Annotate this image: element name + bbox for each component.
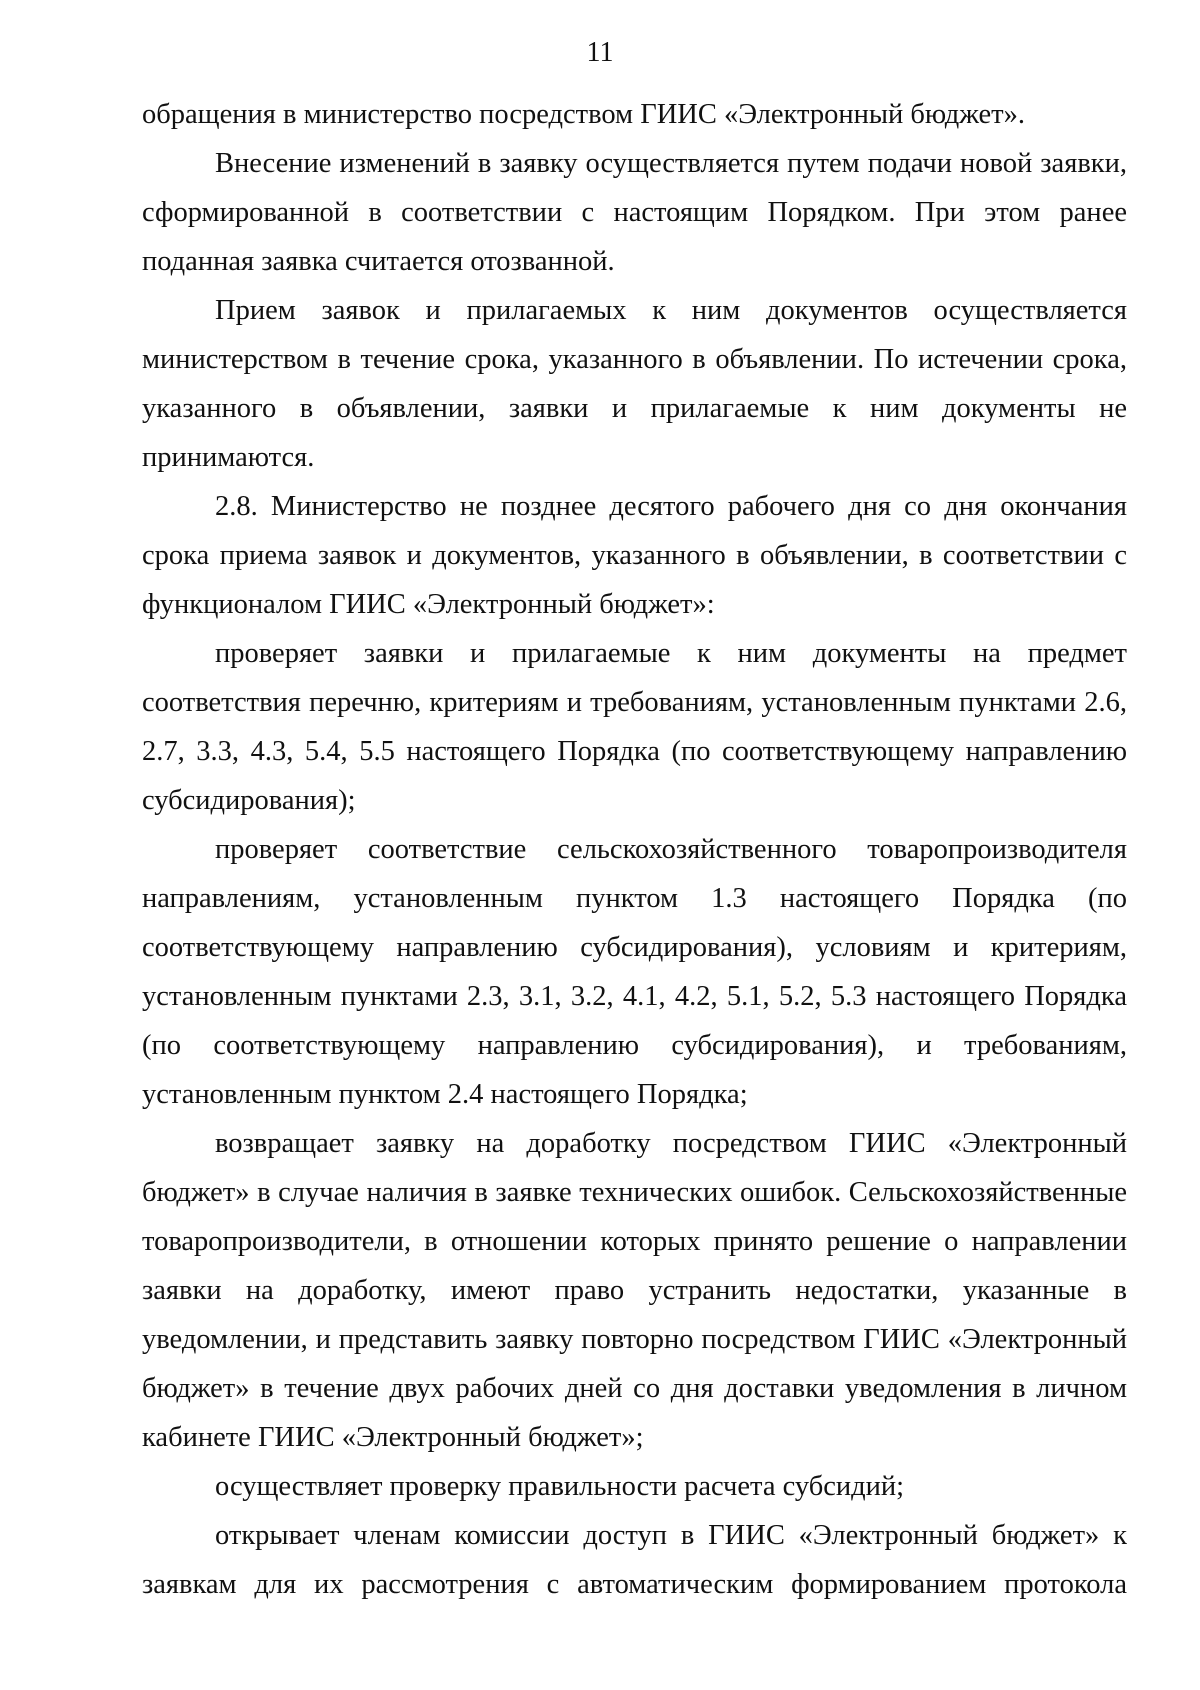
page-number: 11 [586, 37, 614, 68]
list-item-checks-calculation: осуществляет проверку правильности расчета субсидий; [215, 1471, 905, 1502]
paragraph-continuation: обращения в министерство посредством ГИИС «Электронный бюджет». [142, 99, 1025, 130]
paragraph-acceptance: Прием заявок и прилагаемых к ним документов осуществляется министерством в течение срока, указанного в объявлении. По истечении срока, указанного в объявлении, заявки и прилагаемые к ним документы не принимаются. [142, 295, 1127, 473]
list-item-checks-documents: проверяет заявки и прилагаемые к ним документы на предмет соответствия перечню, критериям и требованиям, установленным пунктами 2.6, 2.7, 3.3, 4.3, 5.4, 5.5 настоящего Порядка (по соответствующему направлению субсидирования); [142, 638, 1127, 816]
paragraph-clause-2-8: 2.8. Министерство не позднее десятого рабочего дня со дня окончания срока приема заявок и документов, указанного в объявлении, в соответствии с функционалом ГИИС «Электронный бюджет»: [142, 491, 1127, 620]
list-item-checks-producer: проверяет соответствие сельскохозяйственного товаропроизводителя направлениям, установленным пунктом 1.3 настоящего Порядка (по соответствующему направлению субсидирования), условиям и критериям, установленным пунктами 2.3, 3.1, 3.2, 4.1, 4.2, 5.1, 5.2, 5.3 настоящего Порядка (по соответствующему направлению субсидирования), и требованиям, установленным пунктом 2.4 настоящего Порядка; [142, 834, 1127, 1110]
document-body [142, 90, 1127, 1609]
list-item-returns-application: возвращает заявку на доработку посредством ГИИС «Электронный бюджет» в случае наличия в заявке технических ошибок. Сельскохозяйственные товаропроизводители, в отношении которых принято решение о направлении заявки на доработку, имеют право устранить недостатки, указанные в уведомлении, и представить заявку повторно посредством ГИИС «Электронный бюджет» в течение двух рабочих дней со дня доставки уведомления в личном кабинете ГИИС «Электронный бюджет»; [142, 1128, 1127, 1453]
list-item-opens-access: открывает членам комиссии доступ в ГИИС «Электронный бюджет» к заявкам для их рассмотрения с автоматическим формированием протокола [142, 1520, 1127, 1600]
paragraph-amendments: Внесение изменений в заявку осуществляется путем подачи новой заявки, сформированной в соответствии с настоящим Порядком. При этом ранее поданная заявка считается отозванной. [142, 148, 1127, 277]
